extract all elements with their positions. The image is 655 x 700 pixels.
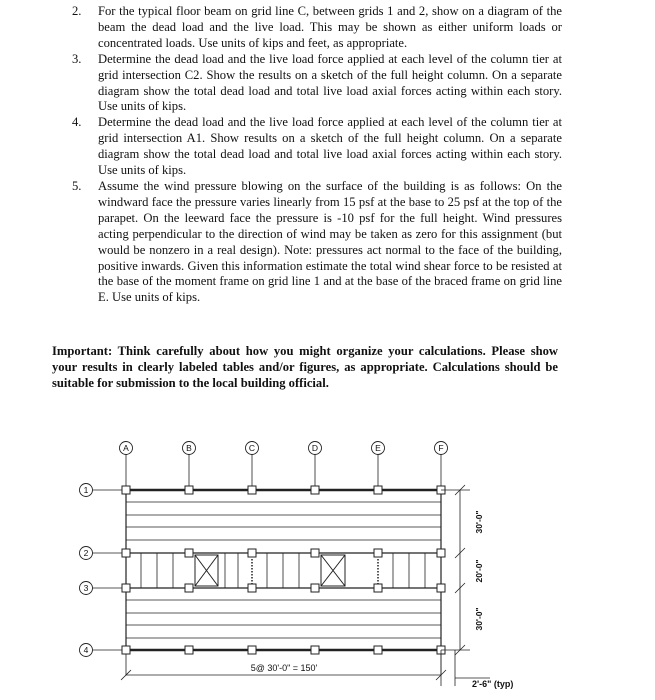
joists-bay-2-3 (141, 553, 425, 588)
right-dimension (441, 485, 470, 655)
dim-label-bay-2-3: 20'-0" (474, 559, 484, 583)
item-number: 5. (72, 178, 82, 193)
item-text: Assume the wind pressure blowing on the surface of the building is as follows: On the windward face the pressure varies linearly from 15 psf at the base to 25 psf at the top of the parapet. On the leeward face the pressure is -10 psf for the full height. Wind pressures acting perpendicular to the direction of wind may be taken as zero for this assignment (but would be nonzero in a real design). Note: pressures act normal to the face of the building, positive inwards. Given this information estimate the total wind shear force to be resisted at the base of the moment frame on grid line 1 and at the base of the braced frame on grid line E. Use units of kips. (98, 178, 562, 305)
dashed-beams (252, 553, 378, 588)
typical-dimension-label: 2'-6" (typ) (472, 679, 514, 689)
grid-label-4: 4 (83, 645, 89, 655)
important-note: Important: Think carefully about how you might organize your calculations. Please show your results in clearly labeled tables and/or figures, as appropriate. Calculations should be suitable for submission to the local building official. (52, 344, 558, 390)
grid-label-e: E (375, 443, 381, 453)
infill-beams-bay-1-2 (126, 502, 441, 540)
grid-label-2: 2 (83, 548, 89, 558)
item-text: For the typical floor beam on grid line C, between grids 1 and 2, show on a diagram of the beam the dead load and the live load. This may be shown as either uniform loads or concentrated loads. Use units of kips and feet, as appropriate. (98, 4, 562, 50)
item-number: 3. (72, 51, 82, 66)
grid-label-b: B (186, 443, 192, 453)
braced-frame-b-c (195, 555, 218, 586)
item-text: Determine the dead load and the live load force applied at each level of the column tier at grid intersection C2. Show the results on a sketch of the full height column. On a separate diagram show the total dead load and total live load axial forces acting within each story. Use units of kips. (98, 51, 562, 114)
grid-label-c: C (248, 443, 256, 453)
grid-labels (84, 443, 444, 655)
infill-beams-bay-3-4 (126, 600, 441, 638)
item-text: Determine the dead load and the live load force applied at each level of the column tier at grid intersection A1. Show results on a sketch of the full height column. On a separate diagram show the total dead load and total live load axial forces acting within each story. Use units of kips. (98, 115, 562, 178)
grid-label-d: D (311, 443, 319, 453)
dim-label-bay-3-4: 30'-0" (474, 607, 484, 631)
grid-label-a: A (123, 443, 129, 453)
bottom-dimension-label: 5@ 30'-0" = 150' (250, 663, 318, 673)
columns (122, 486, 445, 654)
grid-label-f: F (438, 443, 444, 453)
dim-label-bay-1-2: 30'-0" (474, 510, 484, 534)
item-number: 4. (72, 115, 82, 130)
item-number: 2. (72, 4, 82, 18)
braced-frame-d-e (321, 555, 345, 586)
grid-bubbles (80, 442, 448, 657)
grid-label-1: 1 (83, 485, 89, 495)
grid-label-3: 3 (83, 583, 89, 593)
